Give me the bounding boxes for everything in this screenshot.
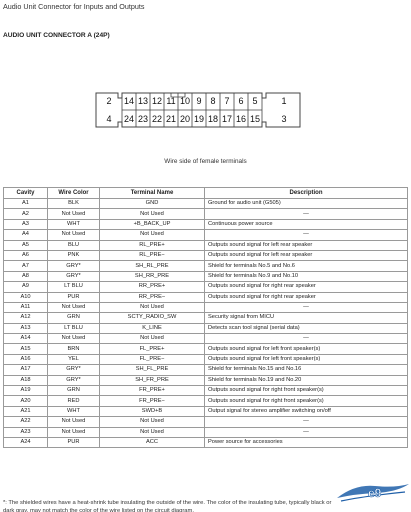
pin-4: 4 [106, 114, 112, 124]
pin-5: 5 [252, 96, 258, 106]
table-row [4, 282, 408, 292]
cell-cavity: A11 [4, 302, 48, 312]
table-row [4, 250, 408, 260]
cell-terminal-name: RR_PRE+ [100, 282, 205, 292]
cell-description: Outputs sound signal for right rear speaker [205, 292, 408, 302]
cell-terminal-name: RL_PRE+ [100, 240, 205, 250]
cell-description: Outputs sound signal for left rear speaker [205, 250, 408, 260]
cell-cavity: A12 [4, 313, 48, 323]
cell-description: Output signal for stereo amplifier switching on/off [205, 406, 408, 416]
table-row [4, 292, 408, 302]
cell-cavity: A17 [4, 365, 48, 375]
pin-3: 3 [281, 114, 287, 124]
pin-7: 7 [224, 96, 230, 106]
cell-wire-color: YEL [48, 354, 100, 364]
pin-15: 15 [249, 114, 260, 124]
cell-description: — [205, 334, 408, 344]
column-header-wire-color: Wire Color [48, 188, 100, 199]
cell-cavity: A15 [4, 344, 48, 354]
cell-cavity: A23 [4, 427, 48, 437]
cell-description: Detects scan tool signal (serial data) [205, 323, 408, 333]
footnote-line-1: *: The shielded wires have a heat-shrink tube insulating the outside of the wire. The color of the insulating tube, typically black or [3, 500, 332, 506]
table-row [4, 417, 408, 427]
cell-cavity: A2 [4, 209, 48, 219]
cell-wire-color: PNK [48, 250, 100, 260]
pin-1: 1 [281, 96, 287, 106]
footnote-line-2: dark gray, may not match the color of the wire listed on the circuit diagram. [3, 508, 194, 512]
cell-terminal-name: Not Used [100, 427, 205, 437]
cell-terminal-name: RL_PRE− [100, 250, 205, 260]
table-row [4, 365, 408, 375]
table-row [4, 313, 408, 323]
pin-23: 23 [137, 114, 148, 124]
table-row [4, 302, 408, 312]
cell-terminal-name: GND [100, 199, 205, 209]
table-row [4, 230, 408, 240]
cell-wire-color: Not Used [48, 302, 100, 312]
cell-cavity: A7 [4, 261, 48, 271]
cell-cavity: A19 [4, 386, 48, 396]
pin-19: 19 [193, 114, 204, 124]
cell-description: — [205, 209, 408, 219]
pin-18: 18 [207, 114, 218, 124]
terminal-table [3, 187, 408, 448]
section-heading: AUDIO UNIT CONNECTOR A (24P) [3, 32, 110, 39]
cell-cavity: A6 [4, 250, 48, 260]
cell-wire-color: PUR [48, 437, 100, 447]
pin-11: 11 [166, 96, 176, 106]
table-row [4, 261, 408, 271]
cell-cavity: A14 [4, 334, 48, 344]
pin-22: 22 [151, 114, 162, 124]
table-row [4, 427, 408, 437]
cell-cavity: A9 [4, 282, 48, 292]
table-row [4, 354, 408, 364]
table-row [4, 219, 408, 229]
pin-14: 14 [123, 96, 134, 106]
cell-cavity: A22 [4, 417, 48, 427]
cell-wire-color: RED [48, 396, 100, 406]
cell-cavity: A8 [4, 271, 48, 281]
cell-wire-color: WHT [48, 219, 100, 229]
cell-terminal-name: FL_PRE+ [100, 344, 205, 354]
table-row [4, 209, 408, 219]
cell-description: Outputs sound signal for left front speaker(s) [205, 354, 408, 364]
cell-description: Shield for terminals No.19 and No.20 [205, 375, 408, 385]
cell-wire-color: LT BLU [48, 323, 100, 333]
pin-17: 17 [221, 114, 232, 124]
cell-description: Shield for terminals No.15 and No.16 [205, 365, 408, 375]
cell-terminal-name: Not Used [100, 417, 205, 427]
cell-description: — [205, 417, 408, 427]
cell-description: Power source for accessories [205, 437, 408, 447]
table-row [4, 271, 408, 281]
cell-wire-color: Not Used [48, 209, 100, 219]
pin-8: 8 [210, 96, 216, 106]
pin-20: 20 [179, 114, 190, 124]
cell-wire-color: Not Used [48, 417, 100, 427]
cell-cavity: A5 [4, 240, 48, 250]
cell-description: Outputs sound signal for right rear speaker [205, 282, 408, 292]
cell-description: Outputs sound signal for right front speaker(s) [205, 386, 408, 396]
cell-terminal-name: FR_PRE− [100, 396, 205, 406]
page-heading: Audio Unit Connector for Inputs and Outputs [3, 2, 145, 11]
cell-description: Security signal from MICU [205, 313, 408, 323]
pin-21: 21 [165, 114, 176, 124]
cell-terminal-name: Not Used [100, 209, 205, 219]
cell-description: Outputs sound signal for left rear speaker [205, 240, 408, 250]
pin-10: 10 [179, 96, 190, 106]
cell-terminal-name: SH_RL_PRE [100, 261, 205, 271]
cell-terminal-name: SH_FR_PRE [100, 375, 205, 385]
table-row [4, 396, 408, 406]
cell-description: Continuous power source [205, 219, 408, 229]
logo-text: e9 [368, 486, 382, 500]
cell-terminal-name: ACC [100, 437, 205, 447]
column-header-description: Description [205, 188, 408, 199]
cell-wire-color: GRN [48, 313, 100, 323]
pin-24: 24 [123, 114, 134, 124]
cell-cavity: A3 [4, 219, 48, 229]
cell-wire-color: Not Used [48, 334, 100, 344]
cell-terminal-name: RR_PRE− [100, 292, 205, 302]
table-header-row [4, 188, 408, 199]
table-body [4, 199, 408, 448]
cell-cavity: A18 [4, 375, 48, 385]
cell-terminal-name: K_LINE [100, 323, 205, 333]
pin-16: 16 [235, 114, 246, 124]
cell-description: Outputs sound signal for left front speaker(s) [205, 344, 408, 354]
cell-description: — [205, 230, 408, 240]
cell-terminal-name: Not Used [100, 302, 205, 312]
logo-graphic [335, 480, 411, 504]
cell-terminal-name: SWD+B [100, 406, 205, 416]
cell-wire-color: GRY* [48, 375, 100, 385]
table-row [4, 406, 408, 416]
cell-wire-color: GRY* [48, 365, 100, 375]
cell-terminal-name: FR_PRE+ [100, 386, 205, 396]
cell-cavity: A24 [4, 437, 48, 447]
cell-terminal-name: FL_PRE− [100, 354, 205, 364]
table-row [4, 386, 408, 396]
cell-cavity: A21 [4, 406, 48, 416]
table-row [4, 334, 408, 344]
table-row [4, 240, 408, 250]
table-row [4, 437, 408, 447]
cell-wire-color: WHT [48, 406, 100, 416]
cell-wire-color: BLK [48, 199, 100, 209]
connector-caption: Wire side of female terminals [164, 158, 247, 165]
table-row [4, 375, 408, 385]
cell-terminal-name: +B_BACK_UP [100, 219, 205, 229]
cell-wire-color: GRY* [48, 261, 100, 271]
cell-description: Ground for audio unit (G505) [205, 199, 408, 209]
cell-terminal-name: SH_FL_PRE [100, 365, 205, 375]
cell-cavity: A10 [4, 292, 48, 302]
column-header-cavity: Cavity [4, 188, 48, 199]
cell-wire-color: GRY* [48, 271, 100, 281]
cell-wire-color: Not Used [48, 230, 100, 240]
table-row [4, 323, 408, 333]
pin-9: 9 [196, 96, 202, 106]
pin-2: 2 [106, 96, 112, 106]
cell-cavity: A16 [4, 354, 48, 364]
cell-terminal-name: Not Used [100, 230, 205, 240]
cell-cavity: A1 [4, 199, 48, 209]
cell-description: — [205, 427, 408, 437]
cell-terminal-name: SH_RR_PRE [100, 271, 205, 281]
watermark-logo [335, 480, 411, 504]
pin-12: 12 [151, 96, 162, 106]
column-header-terminal-name: Terminal Name [100, 188, 205, 199]
cell-description: — [205, 302, 408, 312]
cell-cavity: A4 [4, 230, 48, 240]
cell-cavity: A20 [4, 396, 48, 406]
pin-13: 13 [137, 96, 148, 106]
cell-cavity: A13 [4, 323, 48, 333]
cell-description: Shield for terminals No.5 and No.6 [205, 261, 408, 271]
pin-6: 6 [238, 96, 244, 106]
connector-diagram [95, 92, 301, 128]
cell-wire-color: LT BLU [48, 282, 100, 292]
table-row [4, 199, 408, 209]
cell-description: Shield for terminals No.9 and No.10 [205, 271, 408, 281]
cell-terminal-name: SCTY_RADIO_SW [100, 313, 205, 323]
cell-wire-color: BRN [48, 344, 100, 354]
cell-description: Outputs sound signal for right front speaker(s) [205, 396, 408, 406]
table-row [4, 344, 408, 354]
cell-wire-color: PUR [48, 292, 100, 302]
cell-terminal-name: Not Used [100, 334, 205, 344]
cell-wire-color: GRN [48, 386, 100, 396]
cell-wire-color: BLU [48, 240, 100, 250]
cell-wire-color: Not Used [48, 427, 100, 437]
